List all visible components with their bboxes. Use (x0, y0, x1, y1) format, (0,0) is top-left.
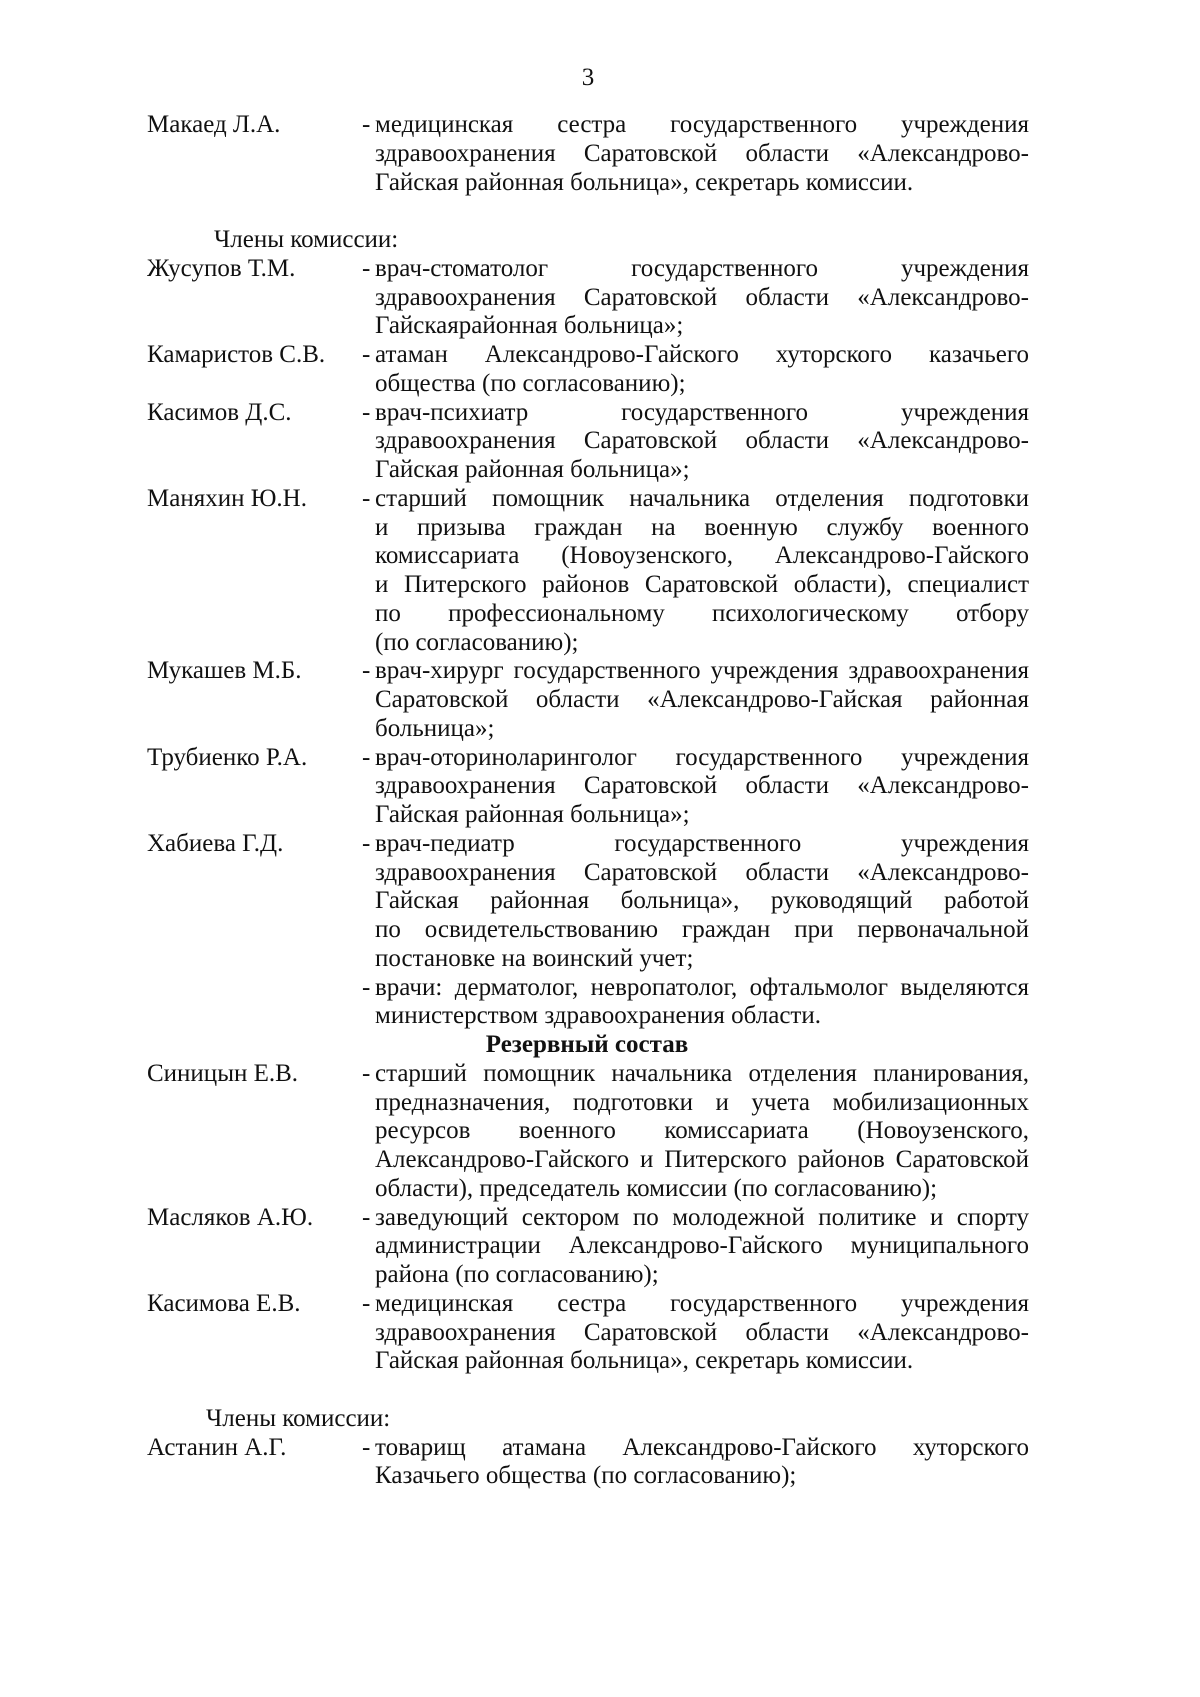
description-line: Гайскаярайонная больница»; (375, 312, 684, 340)
description-line: предназначения, подготовки и учета мобилизационных (375, 1088, 1029, 1116)
description-line: медицинская сестра государственного учреждения (375, 111, 1029, 138)
description-line: старший помощник начальника отделения подготовки (375, 484, 1029, 512)
dash-marker: - (362, 484, 371, 512)
dash-marker: - (362, 398, 371, 426)
member-description (375, 1060, 1029, 1204)
dash-marker: - (362, 829, 371, 857)
commission-entry (0, 1060, 1200, 1204)
description-line: Гайская районная больница», руководящий работой (375, 887, 1029, 915)
member-name: Астанин А.Г. (147, 1433, 287, 1461)
description-line: старший помощник начальника отделения планирования, (375, 1059, 1029, 1087)
commission-note (0, 974, 1200, 1032)
dash-marker: - (362, 254, 371, 282)
description-line: и призыва граждан на военную службу военного (375, 513, 1029, 541)
description-line: общества (по согласованию); (375, 369, 686, 397)
member-name: Макаед Л.А. (147, 111, 281, 138)
description-line: (по согласованию); (375, 628, 579, 656)
description-line: Казачьего общества (по согласованию); (375, 1462, 797, 1490)
member-name: Синицын Е.В. (147, 1059, 299, 1087)
description-line: и Питерского районов Саратовской области), специалист (375, 571, 1029, 598)
description-line: области), председатель комиссии (по согласованию); (375, 1174, 938, 1202)
description-line: врач-педиатр государственного учреждения (375, 829, 1029, 857)
description-line: ресурсов военного комиссариата (Новоузенского, (375, 1117, 1029, 1145)
member-name: Хабиева Г.Д. (147, 829, 284, 857)
description-line: Гайская районная больница», секретарь комиссии. (375, 168, 914, 196)
member-name: Масляков А.Ю. (147, 1203, 314, 1231)
commission-entry (0, 399, 1200, 485)
member-description (375, 341, 1029, 399)
dash-marker: - (362, 1289, 371, 1317)
dash-marker: - (362, 1433, 371, 1461)
description-line: Гайская районная больница», секретарь комиссии. (375, 1347, 914, 1375)
member-name: Мукашев М.Б. (147, 657, 302, 685)
dash-marker: - (362, 743, 371, 771)
description-line: здравоохранения Саратовской области «Александрово- (375, 1318, 1029, 1346)
commission-entry (0, 341, 1200, 399)
dash-marker: - (362, 111, 371, 138)
member-name: Трубиенко Р.А. (147, 743, 308, 771)
commission-entry (0, 1204, 1200, 1290)
description-line: здравоохранения Саратовской области «Александрово- (375, 283, 1029, 311)
member-description (375, 830, 1029, 974)
description-line: Гайская районная больница»; (375, 456, 690, 483)
commission-list (0, 111, 1200, 1491)
description-line: врач-психиатр государственного учреждения (375, 398, 1029, 426)
description-line: по освидетельствованию граждан при первоначальной (375, 916, 1029, 943)
reserve-heading: Резервный состав (485, 1031, 689, 1058)
member-name: Жусупов Т.М. (147, 254, 296, 282)
description-line: Саратовской области «Александрово-Гайская районная (375, 686, 1029, 713)
description-line: постановке на воинский учет; (375, 944, 694, 972)
member-description (375, 1204, 1029, 1290)
description-line: врачи: дерматолог, невропатолог, офтальмолог выделяются (375, 973, 1029, 1001)
spacer (0, 1376, 1200, 1405)
description-line: больница»; (375, 714, 495, 742)
members-heading: Члены комиссии: (214, 226, 399, 253)
description-line: администрации Александрово-Гайского муниципального (375, 1232, 1029, 1260)
description-line: Гайская районная больница»; (375, 801, 690, 828)
dash-marker: - (362, 973, 371, 1001)
dash-marker: - (362, 657, 371, 685)
commission-entry (0, 1290, 1200, 1376)
member-description (375, 399, 1029, 485)
member-description (375, 255, 1029, 341)
member-description (375, 1290, 1029, 1376)
description-line: атаман Александрово-Гайского хуторского казачьего (375, 341, 1029, 368)
description-line: здравоохранения Саратовской области «Александрово- (375, 772, 1029, 800)
description-line: района (по согласованию); (375, 1261, 659, 1288)
dash-marker: - (362, 1203, 371, 1231)
member-name: Касимов Д.С. (147, 398, 292, 426)
description-line: по профессиональному психологическому отбору (375, 599, 1029, 627)
member-name: Маняхин Ю.Н. (147, 484, 307, 512)
commission-entry (0, 255, 1200, 341)
description-line: товарищ атамана Александрово-Гайского хуторского (375, 1433, 1029, 1461)
commission-entry (0, 485, 1200, 658)
member-name: Касимова Е.В. (147, 1289, 301, 1317)
description-line: здравоохранения Саратовской области «Александрово- (375, 427, 1029, 455)
description-line: заведующий сектором по молодежной политике и спорту (375, 1203, 1029, 1231)
description-line: министерством здравоохранения области. (375, 1002, 821, 1030)
commission-entry (0, 657, 1200, 743)
description-line: врач-хирург государственного учреждения здравоохранения (375, 657, 1029, 685)
description-line: врач-стоматолог государственного учреждения (375, 254, 1029, 282)
commission-entry (0, 1434, 1200, 1492)
description-line: здравоохранения Саратовской области «Александрово- (375, 858, 1029, 886)
description-line: здравоохранения Саратовской области «Александрово- (375, 139, 1029, 167)
description-line: медицинская сестра государственного учреждения (375, 1289, 1029, 1317)
commission-entry (0, 111, 1200, 197)
spacer (0, 197, 1200, 226)
commission-entry (0, 830, 1200, 974)
dash-marker: - (362, 1059, 371, 1087)
dash-marker: - (362, 341, 371, 368)
member-description (375, 744, 1029, 830)
member-description (375, 485, 1029, 658)
page-number: 3 (581, 64, 595, 91)
description-line: врач-оториноларинголог государственного учреждения (375, 743, 1029, 771)
member-name: Камаристов С.В. (147, 341, 326, 368)
description-line: Александрово-Гайского и Питерского районов Саратовской (375, 1146, 1029, 1173)
members-heading: Члены комиссии: (206, 1404, 391, 1432)
description-line: комиссариата (Новоузенского, Александрово-Гайского (375, 542, 1029, 570)
member-description (375, 111, 1029, 197)
member-description (375, 1434, 1029, 1492)
note-description (375, 974, 1029, 1032)
commission-entry (0, 744, 1200, 830)
member-description (375, 657, 1029, 743)
